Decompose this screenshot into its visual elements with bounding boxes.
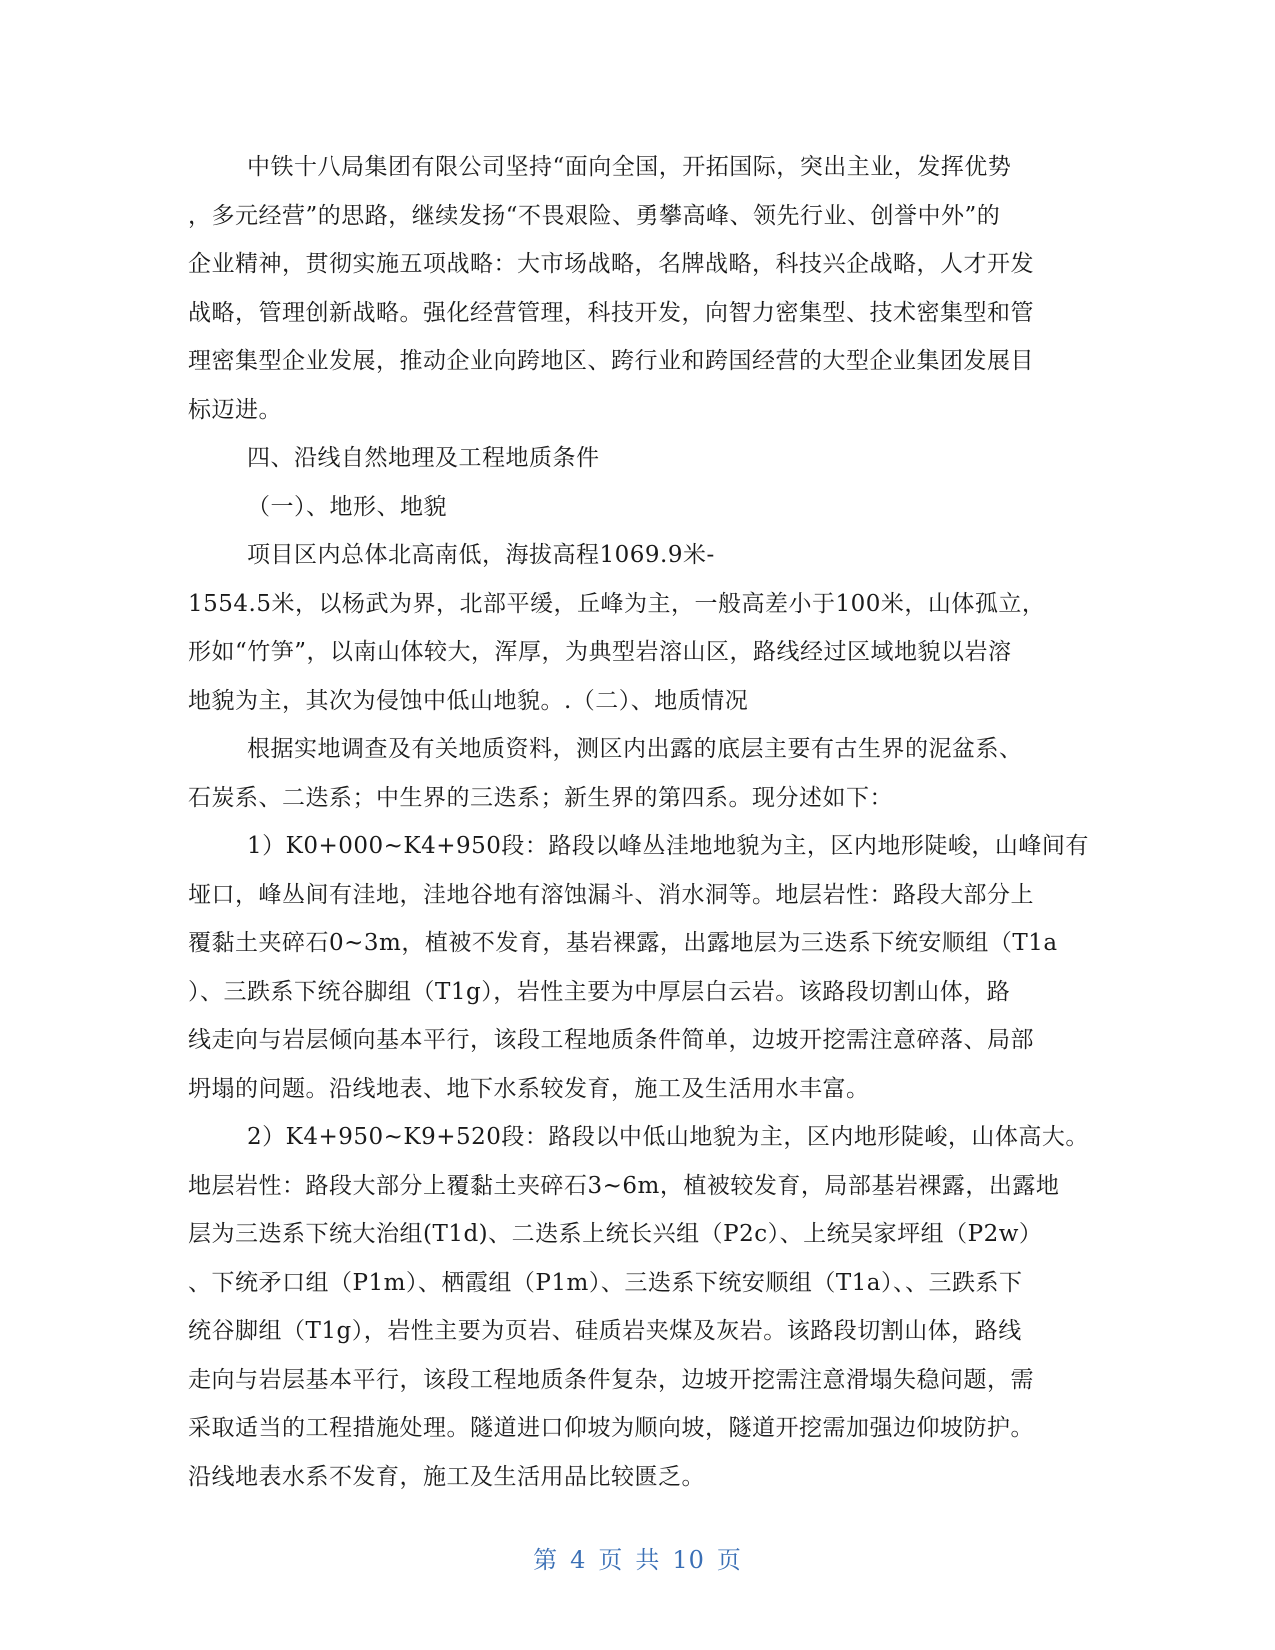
text-line: 2）K4+950~K9+520段：路段以中低山地貌为主，区内地形陡峻，山体高大。 (247, 1124, 1089, 1150)
footer-prefix: 第 (533, 1546, 559, 1574)
text-line: 层为三迭系下统大治组(T1d)、二迭系上统长兴组（P2c）、上统吴家坪组（P2w） (188, 1221, 1043, 1247)
footer-total-word: 共 (635, 1546, 661, 1574)
text-line: 垭口，峰丛间有洼地，洼地谷地有溶蚀漏斗、消水洞等。地层岩性：路段大部分上 (188, 881, 1034, 908)
text-line: 石炭系、二迭系；中生界的三迭系；新生界的第四系。现分述如下： (188, 784, 893, 811)
footer-current-page: 4 (570, 1546, 587, 1574)
text-line: 项目区内总体北高南低，海拔高程1069.9米- (247, 542, 715, 568)
body-text (188, 143, 1088, 1501)
text-line: 四、沿线自然地理及工程地质条件 (247, 445, 600, 471)
text-line: 理密集型企业发展，推动企业向跨地区、跨行业和跨国经营的大型企业集团发展目 (188, 348, 1034, 374)
text-line: 地貌为主，其次为侵蚀中低山地貌。.（二）、地质情况 (188, 687, 749, 714)
text-line: 根据实地调查及有关地质资料，测区内出露的底层主要有古生界的泥盆系、 (247, 736, 1023, 762)
text-line: 统谷脚组（T1g），岩性主要为页岩、硅质岩夹煤及灰岩。该路段切割山体，路线 (188, 1318, 1022, 1344)
text-line: 线走向与岩层倾向基本平行，该段工程地质条件简单，边坡开挖需注意碎落、局部 (188, 1027, 1034, 1053)
text-line: ）、三跌系下统谷脚组（T1g），岩性主要为中厚层白云岩。该路段切割山体，路 (188, 978, 1011, 1005)
text-line: 沿线地表水系不发育，施工及生活用品比较匮乏。 (188, 1463, 705, 1490)
text-line: 1554.5米，以杨武为界，北部平缓，丘峰为主，一般高差小于100米，山体孤立， (188, 590, 1046, 617)
text-line: 覆黏土夹碎石0~3m，植被不发育，基岩裸露，出露地层为三迭系下统安顺组（T1a (188, 930, 1058, 956)
footer-total-pages: 10 (672, 1546, 705, 1574)
text-line: 战略，管理创新战略。强化经营管理，科技开发，向智力密集型、技术密集型和管 (188, 299, 1034, 326)
page-footer (0, 1540, 1275, 1575)
text-line: 走向与岩层基本平行，该段工程地质条件复杂，边坡开挖需注意滑塌失稳问题，需 (188, 1366, 1034, 1393)
text-line: 坍塌的问题。沿线地表、地下水系较发育，施工及生活用水丰富。 (188, 1075, 870, 1102)
text-line: ，多元经营”的思路，继续发扬“不畏艰险、勇攀高峰、领先行业、创誉中外”的 (188, 202, 1001, 229)
text-line: 中铁十八局集团有限公司坚持“面向全国，开拓国际，突出主业，发挥优势 (247, 154, 1012, 180)
footer-suffix: 页 (716, 1546, 742, 1574)
text-line: 采取适当的工程措施处理。隧道进口仰坡为顺向坡，隧道开挖需加强边仰坡防护。 (188, 1415, 1034, 1441)
text-line: 1）K0+000~K4+950段：路段以峰丛洼地地貌为主，区内地形陡峻，山峰间有 (247, 833, 1089, 859)
footer-page-word: 页 (598, 1546, 624, 1574)
text-line: 企业精神，贯彻实施五项战略：大市场战略，名牌战略，科技兴企战略，人才开发 (188, 251, 1034, 277)
text-line: 地层岩性：路段大部分上覆黏土夹碎石3~6m，植被较发育，局部基岩裸露，出露地 (188, 1172, 1060, 1199)
text-line: 、下统矛口组（P1m）、栖霞组（P1m）、三迭系下统安顺组（T1a）、、三跌系下 (188, 1269, 1023, 1296)
text-line: 形如“竹笋”，以南山体较大，浑厚，为典型岩溶山区，路线经过区域地貌以岩溶 (188, 639, 1012, 665)
text-line: 标迈进。 (188, 396, 282, 423)
text-line: （一）、地形、地貌 (247, 493, 447, 520)
